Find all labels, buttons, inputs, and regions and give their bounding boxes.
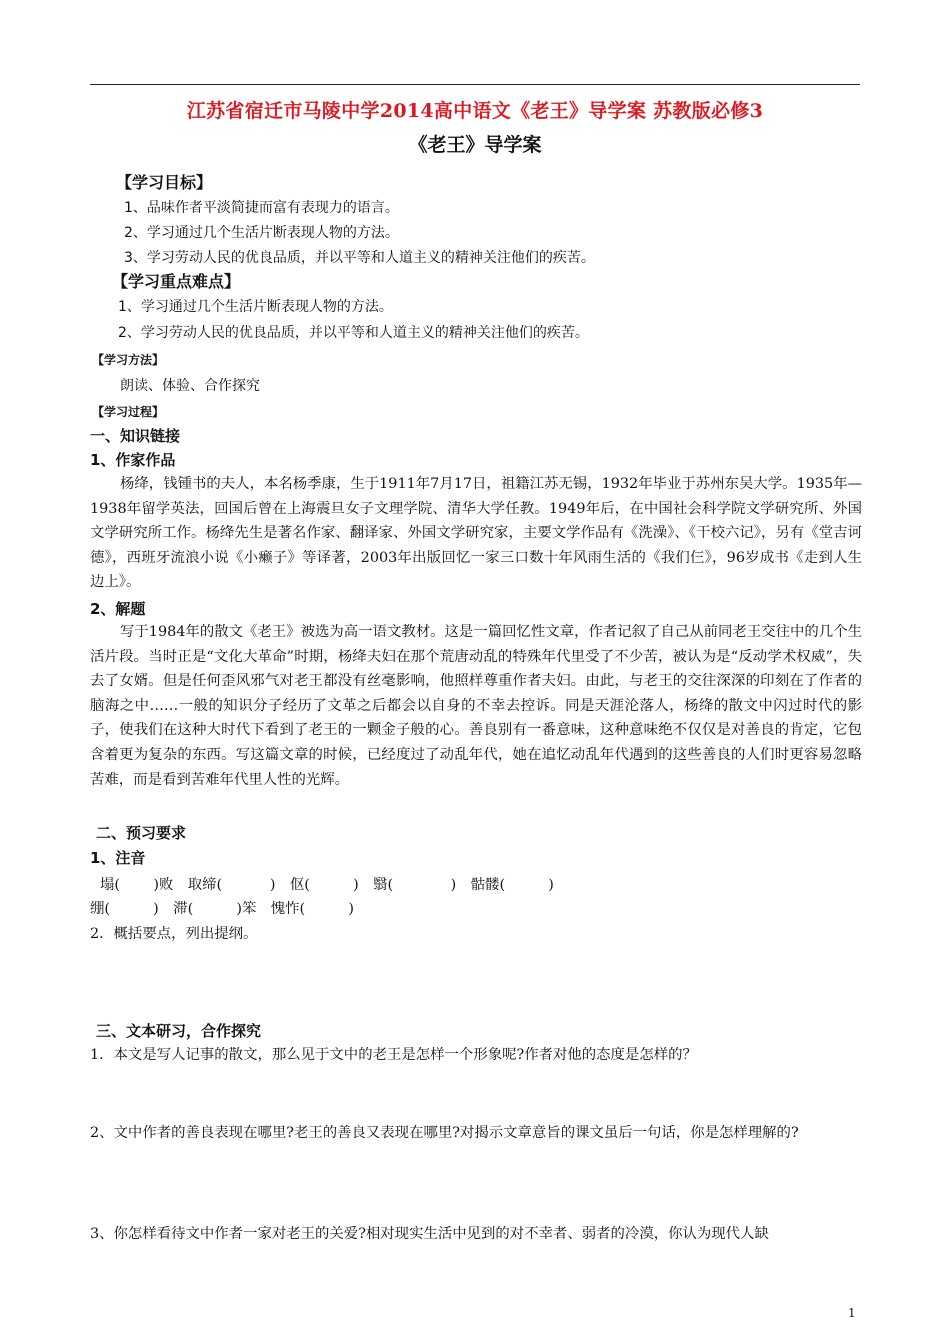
keypoints-heading: 【学习重点难点】: [112, 272, 241, 291]
objective-item-3: 3、学习劳动人民的优良品质，并以平等和人道主义的精神关注他们的疾苦。: [124, 250, 595, 266]
pinyin-row-1: 塌( )败 取缔( ) 伛( ) 翳( ) 骷髅( ): [100, 877, 554, 893]
section2-sub2: 2．概括要点，列出提纲。: [90, 926, 258, 942]
keypoint-item-2: 2、学习劳动人民的优良品质，并以平等和人道主义的精神关注他们的疾苦。: [118, 325, 589, 341]
objective-item-1: 1、品味作者平淡简捷而富有表现力的语言。: [124, 200, 399, 216]
header-rule: [90, 84, 860, 85]
title-explanation-paragraph: 写于1984年的散文《老王》被选为高一语文教材。这是一篇回忆性文章，作者记叙了自己从前同老王交往中的几个生活片段。当时正是“文化大革命”时期，杨绛夫妇在那个荒唐动乱的特殊年代里受了不少苦，被认为是“反动学术权威”，失去了女婿。但是任何歪风邪气对老王都没有丝毫影响，他照样尊重作者夫妇。由此，与老王的交往深深的印刻在了作者的脑海之中……一般的知识分子经历了文革之后都会以自身的不幸去控诉。同是天涯沦落人，杨绛的散文中闪过时代的影子，使我们在这种大时代下看到了老王的一颗金子般的心。善良别有一番意味，这种意味绝不仅仅是对善良的肯定，它包含着更为复杂的东西。写这篇文章的时候，已经度过了动乱年代，她在追忆动乱年代遇到的这些善良的人们时更容易忽略苦难，而是看到苦难年代里人性的光辉。: [90, 624, 862, 788]
process-heading: 【学习过程】: [92, 405, 165, 419]
page-number: 1: [848, 1306, 856, 1320]
document-source-title: 江苏省宿迁市马陵中学2014高中语文《老王》导学案 苏教版必修3: [186, 100, 764, 122]
question-3: 3、你怎样看待文中作者一家对老王的关爱?相对现实生活中见到的对不幸者、弱者的冷漠，你认为现代人缺: [90, 1226, 769, 1242]
section3-heading: 三、文本研习，合作探究: [96, 1022, 262, 1040]
section1-sub2: 2、解题: [90, 600, 146, 618]
section2-sub1: 1、注音: [90, 849, 146, 867]
section2-heading: 二、预习要求: [96, 824, 187, 842]
question-2: 2、文中作者的善良表现在哪里?老王的善良又表现在哪里?对揭示文章意旨的课文虽后一句话，你是怎样理解的?: [90, 1125, 799, 1141]
pinyin-row-2: 绷( ) 滞( )笨 愧怍( ): [90, 901, 354, 917]
objective-item-2: 2、学习通过几个生活片断表现人物的方法。: [124, 225, 399, 241]
keypoint-item-1: 1、学习通过几个生活片断表现人物的方法。: [118, 299, 393, 315]
document-title: 《老王》导学案: [408, 134, 542, 156]
question-1: 1．本文是写人记事的散文，那么见于文中的老王是怎样一个形象呢?作者对他的态度是怎样的？: [90, 1047, 697, 1063]
method-text: 朗读、体验、合作探究: [120, 378, 260, 394]
author-paragraph: 杨绛，钱锺书的夫人，本名杨季康，生于1911年7月17日，祖籍江苏无锡，1932年毕业于苏州东吴大学。1935年—1938年留学英法，回国后曾在上海震旦女子文理学院、清华大学任教。1949年后，在中国社会科学院文学研究所、外国文学研究所工作。杨绛先生是著名作家、翻译家、外国文学研究家，主要文学作品有《洗澡》、《干校六记》，另有《堂吉诃德》，西班牙流浪小说《小癞子》等译著，2003年出版回忆一家三口数十年风雨生活的《我们仨》，96岁成书《走到人生边上》。: [90, 476, 862, 591]
method-heading: 【学习方法】: [92, 353, 165, 367]
section1-sub1: 1、作家作品: [90, 451, 176, 469]
objectives-heading: 【学习目标】: [116, 173, 213, 192]
section1-heading: 一、知识链接: [90, 427, 181, 445]
